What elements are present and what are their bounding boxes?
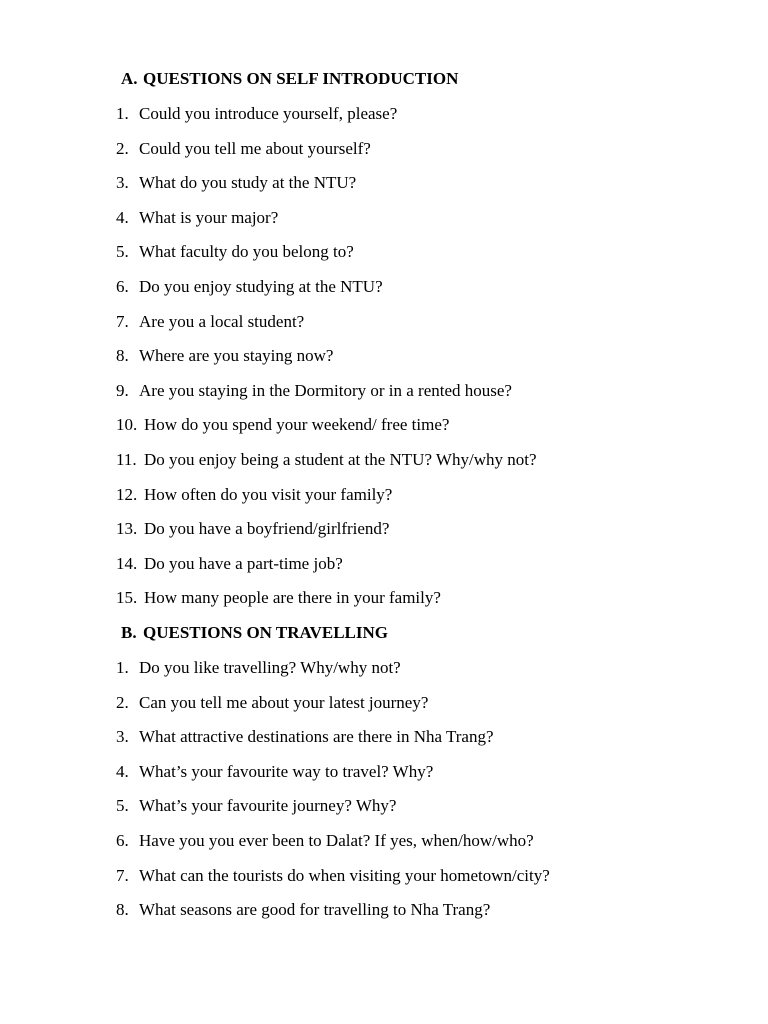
question-text: Could you introduce yourself, please? <box>139 104 398 123</box>
question-text: Do you enjoy being a student at the NTU? Why/why not? <box>144 449 537 469</box>
question-number: 1. <box>116 658 129 677</box>
question-item <box>116 139 537 174</box>
section-title: QUESTIONS ON SELF INTRODUCTION <box>143 69 459 88</box>
question-text: What’s your favourite way to travel? Why? <box>139 761 434 781</box>
question-number: 5. <box>116 796 129 816</box>
question-text: What can the tourists do when visiting your hometown/city? <box>139 865 550 885</box>
question-number: 3. <box>116 727 129 747</box>
question-item <box>116 277 537 312</box>
question-number: 5. <box>116 242 129 262</box>
question-list-self-introduction <box>116 104 537 623</box>
question-number: 6. <box>116 830 129 850</box>
question-item <box>116 866 550 901</box>
question-item <box>116 208 537 243</box>
section-heading-travelling <box>121 623 388 643</box>
question-item <box>116 796 550 831</box>
question-text: What faculty do you belong to? <box>139 242 354 262</box>
question-number: 3. <box>116 173 129 193</box>
question-text: Have you you ever been to Dalat? If yes, when/how/who? <box>139 830 534 850</box>
question-number: 12. <box>116 484 138 504</box>
question-item <box>116 588 537 623</box>
question-number: 9. <box>116 380 129 400</box>
section-letter: B. <box>121 623 137 642</box>
question-text: What attractive destinations are there in Nha Trang? <box>139 727 494 747</box>
question-item <box>116 762 550 797</box>
question-text: How often do you visit your family? <box>144 484 393 504</box>
question-number: 2. <box>116 692 129 712</box>
question-number: 7. <box>116 865 129 885</box>
question-item <box>116 450 537 485</box>
section-letter: A. <box>121 69 138 88</box>
question-number: 4. <box>116 761 129 781</box>
question-text: Can you tell me about your latest journey? <box>139 692 429 712</box>
question-number: 11. <box>116 449 137 469</box>
question-number: 1. <box>116 104 129 123</box>
question-text: What do you study at the NTU? <box>139 173 357 193</box>
question-text: How many people are there in your family? <box>144 588 441 608</box>
question-item <box>116 693 550 728</box>
question-item <box>116 900 550 935</box>
question-item <box>116 104 537 139</box>
question-item <box>116 381 537 416</box>
question-item <box>116 346 537 381</box>
question-number: 4. <box>116 207 129 227</box>
question-text: Could you tell me about yourself? <box>139 138 371 158</box>
question-number: 8. <box>116 346 129 366</box>
section-heading-self-introduction <box>121 69 458 89</box>
question-item <box>116 415 537 450</box>
question-number: 13. <box>116 519 138 539</box>
question-number: 2. <box>116 138 129 158</box>
question-text: What’s your favourite journey? Why? <box>139 796 397 816</box>
question-text: Do you have a boyfriend/girlfriend? <box>144 519 390 539</box>
question-item <box>116 519 537 554</box>
question-item <box>116 312 537 347</box>
question-number: 8. <box>116 900 129 920</box>
question-item <box>116 658 550 693</box>
question-number: 14. <box>116 553 138 573</box>
question-number: 6. <box>116 276 129 296</box>
question-list-travelling <box>116 658 550 935</box>
question-item <box>116 727 550 762</box>
question-text: Do you like travelling? Why/why not? <box>139 658 401 677</box>
question-text: What seasons are good for travelling to Nha Trang? <box>139 900 491 920</box>
question-item <box>116 831 550 866</box>
question-text: Are you staying in the Dormitory or in a rented house? <box>139 380 512 400</box>
question-text: Are you a local student? <box>139 311 305 331</box>
question-text: How do you spend your weekend/ free time? <box>144 415 450 435</box>
question-item <box>116 554 537 589</box>
question-text: Where are you staying now? <box>139 346 334 366</box>
question-item <box>116 173 537 208</box>
question-text: Do you have a part-time job? <box>144 553 343 573</box>
question-text: What is your major? <box>139 207 279 227</box>
question-item <box>116 485 537 520</box>
question-text: Do you enjoy studying at the NTU? <box>139 276 383 296</box>
question-item <box>116 242 537 277</box>
question-number: 15. <box>116 588 138 608</box>
question-number: 7. <box>116 311 129 331</box>
question-number: 10. <box>116 415 138 435</box>
section-title: QUESTIONS ON TRAVELLING <box>143 623 389 642</box>
